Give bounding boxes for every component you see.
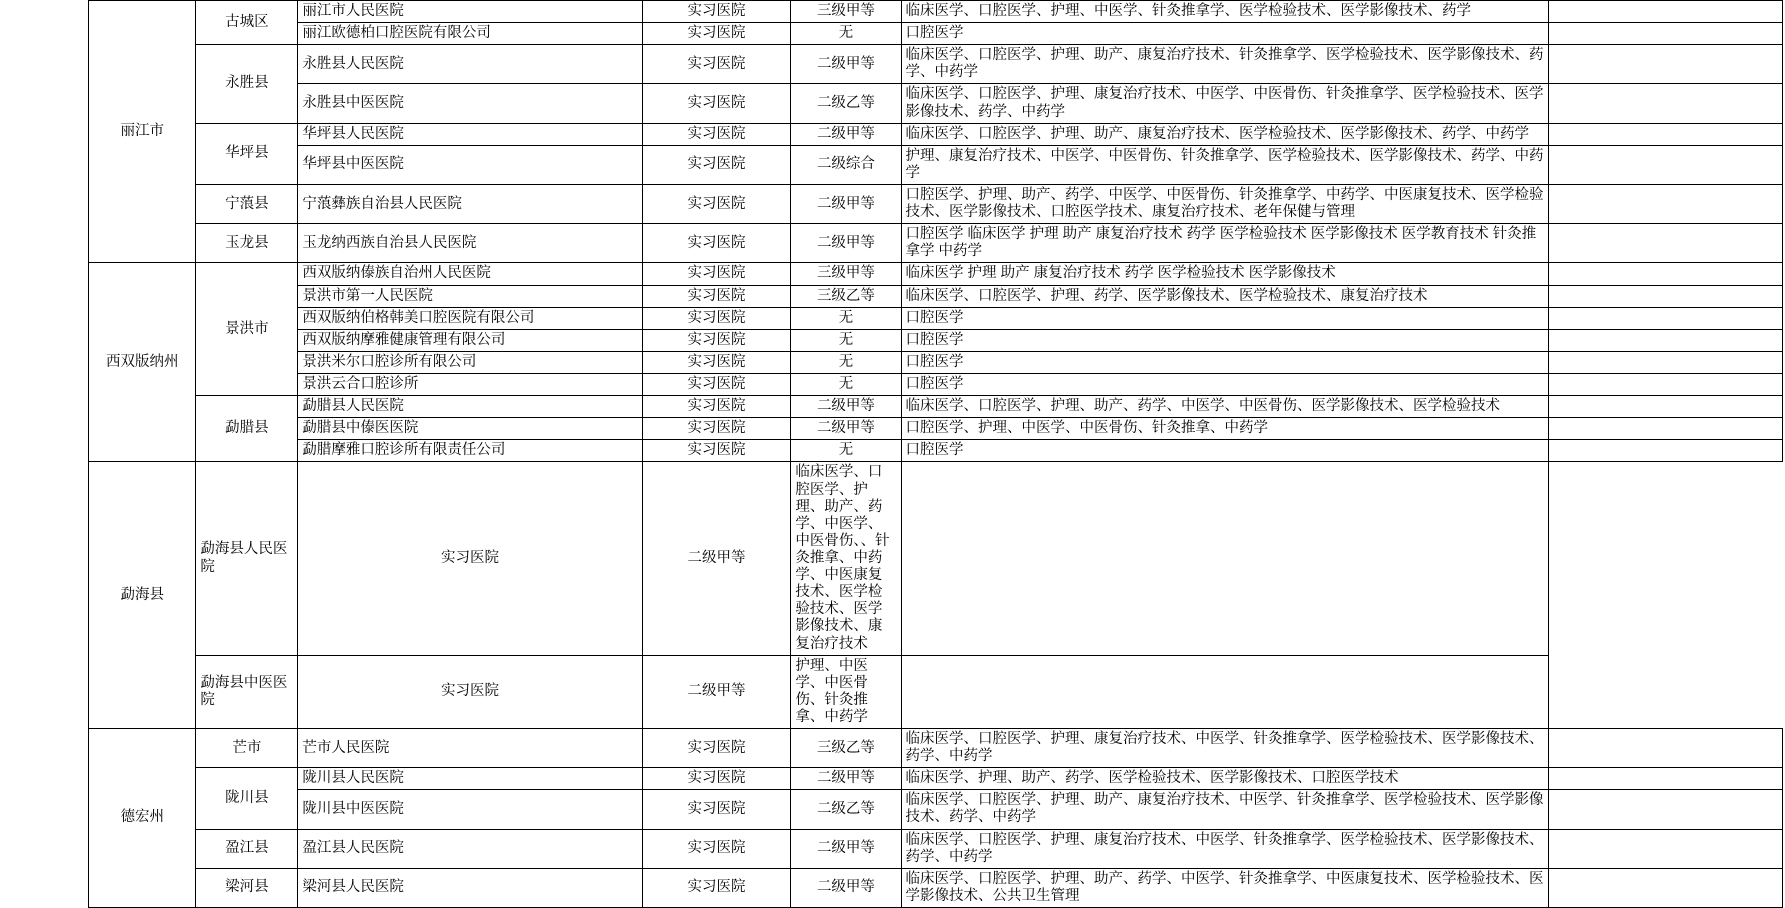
cell-note	[1548, 329, 1782, 351]
cell-type: 实习医院	[642, 329, 791, 351]
cell-note	[1548, 123, 1782, 145]
cell-institution: 景洪云合口腔诊所	[298, 373, 642, 395]
table-row	[89, 655, 1783, 728]
cell-institution: 芒市人民医院	[298, 729, 642, 768]
cell-majors: 口腔医学	[901, 351, 1548, 373]
cell-type: 实习医院	[642, 23, 791, 45]
cell-note	[1548, 224, 1782, 263]
cell-note	[1548, 285, 1782, 307]
cell-county: 勐海县	[89, 462, 196, 729]
cell-county: 芒市	[196, 729, 298, 768]
cell-county: 华坪县	[196, 123, 298, 184]
cell-level: 无	[791, 351, 901, 373]
cell-level: 二级乙等	[791, 84, 901, 123]
cell-level: 二级甲等	[791, 184, 901, 223]
cell-majors: 口腔医学	[901, 373, 1548, 395]
cell-institution: 勐海县人民医院	[196, 462, 298, 655]
table-row	[89, 329, 1783, 351]
cell-type: 实习医院	[642, 263, 791, 285]
cell-majors: 临床医学、口腔医学、护理、助产、药学、中医学、针灸推拿学、中医康复技术、医学检验技术、医学影像技术、公共卫生管理	[901, 868, 1548, 907]
cell-type: 实习医院	[642, 768, 791, 790]
cell-note	[1548, 418, 1782, 440]
cell-majors: 临床医学、口腔医学、护理、助产、康复治疗技术、中医学、针灸推拿学、医学检验技术、医学影像技术、药学、中药学	[901, 790, 1548, 829]
cell-note	[1548, 829, 1782, 868]
cell-type: 实习医院	[642, 224, 791, 263]
table-row	[89, 23, 1783, 45]
table-row	[89, 184, 1783, 223]
cell-note	[1548, 768, 1782, 790]
cell-note	[1548, 790, 1782, 829]
cell-level: 无	[791, 329, 901, 351]
cell-note	[901, 462, 1548, 655]
cell-note	[1548, 440, 1782, 462]
table-row	[89, 729, 1783, 768]
cell-level: 二级甲等	[791, 418, 901, 440]
cell-level: 二级甲等	[791, 829, 901, 868]
cell-note	[1548, 184, 1782, 223]
cell-majors: 临床医学、口腔医学、护理、药学、医学影像技术、医学检验技术、康复治疗技术	[901, 285, 1548, 307]
cell-institution: 永胜县中医医院	[298, 84, 642, 123]
table-row	[89, 440, 1783, 462]
cell-note	[901, 655, 1548, 728]
cell-majors: 口腔医学	[901, 329, 1548, 351]
cell-type: 实习医院	[642, 729, 791, 768]
cell-institution: 丽江市人民医院	[298, 1, 642, 23]
cell-majors: 口腔医学、护理、助产、药学、中医学、中医骨伤、针灸推拿学、中药学、中医康复技术、医学检验技术、医学影像技术、口腔医学技术、康复治疗技术、老年保健与管理	[901, 184, 1548, 223]
cell-majors: 口腔医学	[901, 440, 1548, 462]
cell-level: 无	[791, 23, 901, 45]
cell-institution: 景洪市第一人民医院	[298, 285, 642, 307]
cell-institution: 华坪县中医医院	[298, 145, 642, 184]
cell-type: 实习医院	[642, 868, 791, 907]
table-row	[89, 829, 1783, 868]
table-row	[89, 263, 1783, 285]
table-body	[89, 1, 1783, 908]
cell-county: 古城区	[196, 1, 298, 45]
cell-institution: 勐腊县中傣医医院	[298, 418, 642, 440]
table-row	[89, 868, 1783, 907]
cell-level: 二级甲等	[791, 868, 901, 907]
cell-region: 德宏州	[89, 729, 196, 908]
cell-region: 丽江市	[89, 1, 196, 263]
cell-institution: 陇川县中医医院	[298, 790, 642, 829]
cell-type: 实习医院	[642, 307, 791, 329]
cell-type: 实习医院	[642, 84, 791, 123]
cell-institution: 勐腊县人民医院	[298, 396, 642, 418]
cell-type: 实习医院	[642, 790, 791, 829]
cell-level: 二级甲等	[642, 462, 791, 655]
cell-majors: 临床医学、口腔医学、护理、中医学、针灸推拿学、医学检验技术、医学影像技术、药学	[901, 1, 1548, 23]
cell-institution: 盈江县人民医院	[298, 829, 642, 868]
cell-type: 实习医院	[298, 462, 642, 655]
cell-level: 二级甲等	[791, 123, 901, 145]
cell-level: 二级综合	[791, 145, 901, 184]
cell-majors: 临床医学、护理、助产、药学、医学检验技术、医学影像技术、口腔医学技术	[901, 768, 1548, 790]
cell-type: 实习医院	[642, 396, 791, 418]
table-row	[89, 307, 1783, 329]
cell-level: 二级乙等	[791, 790, 901, 829]
cell-note	[1548, 373, 1782, 395]
cell-region: 西双版纳州	[89, 263, 196, 462]
cell-institution: 华坪县人民医院	[298, 123, 642, 145]
table-row	[89, 462, 1783, 655]
cell-majors: 口腔医学 临床医学 护理 助产 康复治疗技术 药学 医学检验技术 医学影像技术 医学教育技术 针灸推拿学 中药学	[901, 224, 1548, 263]
cell-note	[1548, 1, 1782, 23]
table-row	[89, 351, 1783, 373]
cell-majors: 护理、康复治疗技术、中医学、中医骨伤、针灸推拿学、医学检验技术、医学影像技术、药学、中药学	[901, 145, 1548, 184]
cell-note	[1548, 729, 1782, 768]
table-row	[89, 790, 1783, 829]
cell-level: 二级甲等	[791, 768, 901, 790]
cell-institution: 景洪米尔口腔诊所有限公司	[298, 351, 642, 373]
cell-majors: 临床医学、口腔医学、护理、康复治疗技术、中医学、中医骨伤、针灸推拿学、医学检验技术、医学影像技术、药学、中药学	[901, 84, 1548, 123]
cell-type: 实习医院	[642, 373, 791, 395]
cell-type: 实习医院	[642, 1, 791, 23]
cell-institution: 永胜县人民医院	[298, 45, 642, 84]
cell-level: 无	[791, 373, 901, 395]
cell-county: 陇川县	[196, 768, 298, 829]
cell-level: 二级甲等	[791, 224, 901, 263]
cell-majors: 口腔医学、护理、中医学、中医骨伤、针灸推拿、中药学	[901, 418, 1548, 440]
cell-type: 实习医院	[642, 351, 791, 373]
table-row	[89, 45, 1783, 84]
cell-majors: 临床医学、口腔医学、护理、助产、康复治疗技术、针灸推拿学、医学检验技术、医学影像技术、药学、中药学	[901, 45, 1548, 84]
cell-institution: 玉龙纳西族自治县人民医院	[298, 224, 642, 263]
cell-institution: 西双版纳伯格韩美口腔医院有限公司	[298, 307, 642, 329]
cell-note	[1548, 351, 1782, 373]
cell-level: 无	[791, 307, 901, 329]
cell-institution: 宁蒗彝族自治县人民医院	[298, 184, 642, 223]
cell-county: 梁河县	[196, 868, 298, 907]
cell-majors: 口腔医学	[901, 23, 1548, 45]
cell-note	[1548, 307, 1782, 329]
table-row	[89, 285, 1783, 307]
cell-institution: 丽江欧德柏口腔医院有限公司	[298, 23, 642, 45]
table-row	[89, 396, 1783, 418]
cell-level: 三级甲等	[791, 263, 901, 285]
internship-hospitals-table	[88, 0, 1783, 908]
cell-county: 盈江县	[196, 829, 298, 868]
cell-county: 勐腊县	[196, 396, 298, 462]
cell-institution: 西双版纳傣族自治州人民医院	[298, 263, 642, 285]
cell-level: 无	[791, 440, 901, 462]
table-row	[89, 84, 1783, 123]
cell-type: 实习医院	[298, 655, 642, 728]
cell-level: 二级甲等	[791, 45, 901, 84]
cell-majors: 口腔医学	[901, 307, 1548, 329]
cell-level: 二级甲等	[791, 396, 901, 418]
cell-majors: 临床医学 护理 助产 康复治疗技术 药学 医学检验技术 医学影像技术	[901, 263, 1548, 285]
cell-type: 实习医院	[642, 418, 791, 440]
cell-note	[1548, 396, 1782, 418]
cell-note	[1548, 145, 1782, 184]
table-row	[89, 418, 1783, 440]
table-row	[89, 768, 1783, 790]
cell-level: 三级乙等	[791, 729, 901, 768]
cell-note	[1548, 45, 1782, 84]
cell-county: 宁蒗县	[196, 184, 298, 223]
cell-institution: 梁河县人民医院	[298, 868, 642, 907]
cell-majors: 临床医学、口腔医学、护理、康复治疗技术、中医学、针灸推拿学、医学检验技术、医学影像技术、药学、中药学	[901, 729, 1548, 768]
cell-county: 永胜县	[196, 45, 298, 123]
cell-note	[1548, 23, 1782, 45]
table-row	[89, 224, 1783, 263]
cell-institution: 西双版纳摩雅健康管理有限公司	[298, 329, 642, 351]
cell-majors: 临床医学、口腔医学、护理、助产、康复治疗技术、医学检验技术、医学影像技术、药学、中药学	[901, 123, 1548, 145]
cell-majors: 临床医学、口腔医学、护理、助产、药学、中医学、中医骨伤、、针灸推拿、中药学、中医康复技术、医学检验技术、医学影像技术、康复治疗技术	[791, 462, 901, 655]
cell-type: 实习医院	[642, 123, 791, 145]
table-row	[89, 145, 1783, 184]
cell-majors: 临床医学、口腔医学、护理、康复治疗技术、中医学、针灸推拿学、医学检验技术、医学影像技术、药学、中药学	[901, 829, 1548, 868]
cell-note	[1548, 84, 1782, 123]
cell-type: 实习医院	[642, 440, 791, 462]
cell-institution: 勐腊摩雅口腔诊所有限责任公司	[298, 440, 642, 462]
cell-level: 二级甲等	[642, 655, 791, 728]
cell-institution: 勐海县中医医院	[196, 655, 298, 728]
table-row	[89, 123, 1783, 145]
cell-note	[1548, 263, 1782, 285]
cell-note	[1548, 868, 1782, 907]
cell-county: 玉龙县	[196, 224, 298, 263]
cell-level: 三级甲等	[791, 1, 901, 23]
cell-type: 实习医院	[642, 285, 791, 307]
table-row	[89, 373, 1783, 395]
cell-county: 景洪市	[196, 263, 298, 396]
cell-type: 实习医院	[642, 145, 791, 184]
cell-type: 实习医院	[642, 829, 791, 868]
cell-type: 实习医院	[642, 45, 791, 84]
table-row	[89, 1, 1783, 23]
cell-majors: 临床医学、口腔医学、护理、助产、药学、中医学、中医骨伤、医学影像技术、医学检验技术	[901, 396, 1548, 418]
cell-majors: 护理、中医学、中医骨伤、针灸推拿、中药学	[791, 655, 901, 728]
cell-type: 实习医院	[642, 184, 791, 223]
cell-institution: 陇川县人民医院	[298, 768, 642, 790]
cell-level: 三级乙等	[791, 285, 901, 307]
